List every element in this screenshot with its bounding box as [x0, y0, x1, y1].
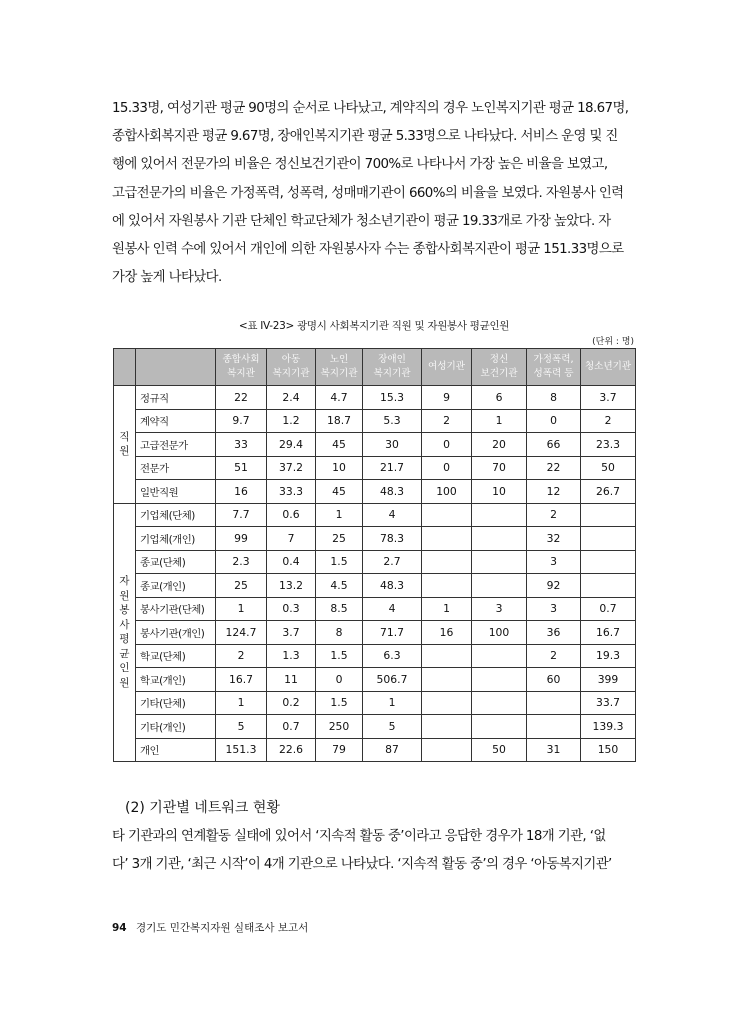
- table-cell: 45: [316, 480, 363, 504]
- table-cell: 60: [527, 668, 581, 692]
- table-cell: 3.7: [267, 621, 316, 645]
- table-cell: 150: [581, 738, 636, 762]
- table-header-row: [114, 349, 636, 386]
- table-cell: [581, 574, 636, 598]
- row-label: 일반직원: [136, 480, 216, 504]
- table-cell: 2: [581, 409, 636, 433]
- body-paragraph-1: [112, 95, 636, 292]
- table-cell: 16: [422, 621, 472, 645]
- table-row: [114, 550, 636, 574]
- table-cell: 30: [363, 433, 422, 457]
- table-cell: 25: [216, 574, 267, 598]
- table-cell: 0.3: [267, 597, 316, 621]
- column-header-line: 보건기관: [480, 368, 518, 379]
- column-header-line: 장애인: [378, 354, 406, 365]
- column-header: [216, 349, 267, 386]
- table-cell: [422, 527, 472, 551]
- group-label-char: 자: [119, 575, 130, 588]
- row-label: 전문가: [136, 456, 216, 480]
- table-cell: 0: [527, 409, 581, 433]
- row-label: 기업체(단체): [136, 503, 216, 527]
- table-cell: 100: [422, 480, 472, 504]
- table-cell: 0.7: [267, 715, 316, 739]
- table-cell: 4: [363, 503, 422, 527]
- table-cell: [527, 715, 581, 739]
- table-cell: 22: [216, 386, 267, 410]
- page-footer: [112, 920, 308, 935]
- body-line: 타 기관과의 연계활동 실태에 있어서 ‘지속적 활동 중’이라고 응답한 경우가 18개 기관, ‘없: [112, 829, 606, 844]
- table-cell: 20: [472, 433, 527, 457]
- table-cell: 506.7: [363, 668, 422, 692]
- table-row: [114, 574, 636, 598]
- table-cell: 1.5: [316, 691, 363, 715]
- group-label-char: 인: [119, 662, 130, 675]
- column-header-line: 정신: [489, 354, 509, 365]
- table-cell: [472, 715, 527, 739]
- table-cell: 33: [216, 433, 267, 457]
- table-cell: 19.3: [581, 644, 636, 668]
- column-header-line: 가정폭력,: [533, 354, 574, 365]
- column-header: [422, 349, 472, 386]
- body-line: 에 있어서 자원봉사 기관 단체인 학교단체가 청소년기관이 평균 19.33개로 가장 높았다. 자: [112, 213, 611, 229]
- table-cell: 5.3: [363, 409, 422, 433]
- table-cell: 18.7: [316, 409, 363, 433]
- column-header-line: 종합사회: [222, 354, 260, 365]
- table-cell: 51: [216, 456, 267, 480]
- table-cell: 0.4: [267, 550, 316, 574]
- table-cell: 4.5: [316, 574, 363, 598]
- staff-volunteer-table: [113, 348, 636, 762]
- table-cell: 8.5: [316, 597, 363, 621]
- table-row: [114, 433, 636, 457]
- header-blank-cell: [114, 349, 136, 386]
- table-cell: 50: [472, 738, 527, 762]
- column-header-line: 복지기관: [320, 368, 358, 379]
- table-cell: [527, 691, 581, 715]
- row-label: 개인: [136, 738, 216, 762]
- column-header: [267, 349, 316, 386]
- table-cell: 87: [363, 738, 422, 762]
- table-row: [114, 503, 636, 527]
- table-cell: [581, 527, 636, 551]
- table-cell: 3: [527, 597, 581, 621]
- body-line: 가장 높게 나타났다.: [112, 270, 222, 286]
- body-paragraph-2: [112, 823, 636, 879]
- table-cell: 6.3: [363, 644, 422, 668]
- row-label: 종교(개인): [136, 574, 216, 598]
- column-header: [316, 349, 363, 386]
- body-line: 고급전문가의 비율은 가정폭력, 성폭력, 성매매기관이 660%의 비율을 보였다. 자원봉사 인력: [112, 185, 624, 201]
- table-cell: 8: [316, 621, 363, 645]
- table-cell: [422, 503, 472, 527]
- table-cell: 13.2: [267, 574, 316, 598]
- group-label-char: 봉: [119, 604, 130, 617]
- table-cell: 48.3: [363, 480, 422, 504]
- table-unit: (단위 : 명): [592, 337, 634, 347]
- table-cell: [581, 550, 636, 574]
- row-label: 학교(개인): [136, 668, 216, 692]
- table-cell: [472, 503, 527, 527]
- group-label-char: 사: [119, 618, 130, 631]
- table-cell: 0.6: [267, 503, 316, 527]
- table-cell: 399: [581, 668, 636, 692]
- table-cell: 78.3: [363, 527, 422, 551]
- table-cell: 3: [527, 550, 581, 574]
- table-cell: 4: [363, 597, 422, 621]
- table-cell: 2.7: [363, 550, 422, 574]
- table-row: [114, 597, 636, 621]
- column-header-line: 청소년기관: [584, 361, 632, 372]
- table-cell: 1: [422, 597, 472, 621]
- table-cell: 2: [527, 644, 581, 668]
- table-cell: 1.2: [267, 409, 316, 433]
- table-cell: [472, 668, 527, 692]
- group-label-volunteer: [114, 503, 136, 762]
- table-cell: 23.3: [581, 433, 636, 457]
- group-label-char: 원: [119, 676, 130, 689]
- table-cell: 6: [472, 386, 527, 410]
- table-cell: 0: [422, 456, 472, 480]
- section-heading: (2) 기관별 네트워크 현황: [125, 800, 280, 816]
- table-cell: 16.7: [581, 621, 636, 645]
- table-cell: 11: [267, 668, 316, 692]
- group-label-char: 직: [119, 430, 130, 443]
- column-header-line: 복지기관: [373, 368, 411, 379]
- row-label: 종교(단체): [136, 550, 216, 574]
- table-cell: 10: [316, 456, 363, 480]
- body-line: 종합사회복지관 평균 9.67명, 장애인복지기관 평균 5.33명으로 나타났다. 서비스 운영 및 진: [112, 129, 618, 145]
- row-label: 학교(단체): [136, 644, 216, 668]
- table-cell: 50: [581, 456, 636, 480]
- table-cell: 92: [527, 574, 581, 598]
- table-cell: 1: [216, 597, 267, 621]
- table-cell: 8: [527, 386, 581, 410]
- table-cell: 16: [216, 480, 267, 504]
- table-cell: 1.3: [267, 644, 316, 668]
- table-cell: 9.7: [216, 409, 267, 433]
- table-row: [114, 386, 636, 410]
- table-cell: 3: [472, 597, 527, 621]
- table-cell: 26.7: [581, 480, 636, 504]
- table-row: [114, 738, 636, 762]
- table-cell: [472, 644, 527, 668]
- table-cell: 33.3: [267, 480, 316, 504]
- table-cell: [422, 644, 472, 668]
- table-cell: 1.5: [316, 644, 363, 668]
- table-cell: 151.3: [216, 738, 267, 762]
- table-cell: 124.7: [216, 621, 267, 645]
- row-label: 계약직: [136, 409, 216, 433]
- table-cell: 7: [267, 527, 316, 551]
- table-cell: 0: [422, 433, 472, 457]
- table-row: [114, 409, 636, 433]
- table-cell: 4.7: [316, 386, 363, 410]
- table-cell: 139.3: [581, 715, 636, 739]
- column-header: [472, 349, 527, 386]
- column-header-line: 성폭력 등: [533, 368, 574, 379]
- column-header: [581, 349, 636, 386]
- table-cell: [422, 691, 472, 715]
- table-cell: 36: [527, 621, 581, 645]
- table-cell: [472, 574, 527, 598]
- group-label-char: 균: [119, 647, 130, 660]
- row-label: 봉사기관(단체): [136, 597, 216, 621]
- table-cell: 1: [316, 503, 363, 527]
- table-cell: 99: [216, 527, 267, 551]
- body-line: 다’ 3개 기관, ‘최근 시작’이 4개 기관으로 나타났다. ‘지속적 활동 중’의 경우 ‘아동복지기관’: [112, 857, 612, 873]
- row-label: 기업체(개인): [136, 527, 216, 551]
- table-cell: 48.3: [363, 574, 422, 598]
- body-line: 원봉사 인력 수에 있어서 개인에 의한 자원봉사자 수는 종합사회복지관이 평균 151.33명으로: [112, 242, 624, 258]
- row-label: 정규직: [136, 386, 216, 410]
- table-cell: [581, 503, 636, 527]
- table-row: [114, 527, 636, 551]
- table-cell: 9: [422, 386, 472, 410]
- group-label-staff: [114, 386, 136, 504]
- table-cell: 70: [472, 456, 527, 480]
- table-cell: [422, 550, 472, 574]
- table-cell: 31: [527, 738, 581, 762]
- table-caption: <표 IV-23> 광명시 사회복지기관 직원 및 자원봉사 평균인원: [238, 320, 510, 332]
- table-cell: 66: [527, 433, 581, 457]
- table-row: [114, 715, 636, 739]
- body-line: 15.33명, 여성기관 평균 90명의 순서로 나타났고, 계약직의 경우 노인복지기관 평균 18.67명,: [112, 101, 629, 116]
- report-title: 경기도 민간복지자원 실태조사 보고서: [135, 922, 309, 934]
- table-cell: 1: [363, 691, 422, 715]
- table-row: [114, 456, 636, 480]
- table-cell: 100: [472, 621, 527, 645]
- table-cell: 250: [316, 715, 363, 739]
- table-cell: 71.7: [363, 621, 422, 645]
- table-cell: 21.7: [363, 456, 422, 480]
- table-cell: 0.7: [581, 597, 636, 621]
- row-label: 기타(단체): [136, 691, 216, 715]
- group-label-char: 원: [119, 445, 130, 458]
- table-cell: 33.7: [581, 691, 636, 715]
- table-cell: 22: [527, 456, 581, 480]
- table-cell: 37.2: [267, 456, 316, 480]
- table-row: [114, 691, 636, 715]
- table-cell: 10: [472, 480, 527, 504]
- table-cell: 3.7: [581, 386, 636, 410]
- column-header: [363, 349, 422, 386]
- table-cell: 0: [316, 668, 363, 692]
- table-cell: 16.7: [216, 668, 267, 692]
- table-cell: 0.2: [267, 691, 316, 715]
- table-cell: 2.3: [216, 550, 267, 574]
- column-header-line: 복지관: [227, 368, 255, 379]
- table-row: [114, 480, 636, 504]
- table-cell: 5: [363, 715, 422, 739]
- table-cell: [472, 550, 527, 574]
- table-row: [114, 621, 636, 645]
- table-cell: 32: [527, 527, 581, 551]
- table-cell: 29.4: [267, 433, 316, 457]
- table-cell: [472, 691, 527, 715]
- table-row: [114, 668, 636, 692]
- row-label: 고급전문가: [136, 433, 216, 457]
- table-cell: [422, 738, 472, 762]
- table-cell: 2.4: [267, 386, 316, 410]
- table-cell: 5: [216, 715, 267, 739]
- table-cell: 15.3: [363, 386, 422, 410]
- header-blank-cell: [136, 349, 216, 386]
- table-cell: [472, 527, 527, 551]
- table-cell: [422, 668, 472, 692]
- table-cell: 7.7: [216, 503, 267, 527]
- page-number: 94: [112, 922, 127, 934]
- column-header-line: 아동: [281, 354, 301, 365]
- table-cell: 12: [527, 480, 581, 504]
- group-label-char: 원: [119, 589, 130, 602]
- table-cell: [422, 574, 472, 598]
- table-cell: 1: [472, 409, 527, 433]
- table-cell: 22.6: [267, 738, 316, 762]
- column-header: [527, 349, 581, 386]
- body-line: 행에 있어서 전문가의 비율은 정신보건기관이 700%로 나타나서 가장 높은 비율을 보였고,: [112, 157, 608, 173]
- table-cell: 2: [422, 409, 472, 433]
- table-cell: 1: [216, 691, 267, 715]
- column-header-line: 복지기관: [272, 368, 310, 379]
- group-label-char: 평: [119, 633, 130, 646]
- table-cell: 25: [316, 527, 363, 551]
- table-cell: 79: [316, 738, 363, 762]
- row-label: 봉사기관(개인): [136, 621, 216, 645]
- table-row: [114, 644, 636, 668]
- row-label: 기타(개인): [136, 715, 216, 739]
- table-cell: 2: [216, 644, 267, 668]
- table-cell: [422, 715, 472, 739]
- table-cell: 1.5: [316, 550, 363, 574]
- column-header-line: 여성기관: [427, 361, 466, 372]
- table-cell: 2: [527, 503, 581, 527]
- table-cell: 45: [316, 433, 363, 457]
- column-header-line: 노인: [329, 354, 349, 365]
